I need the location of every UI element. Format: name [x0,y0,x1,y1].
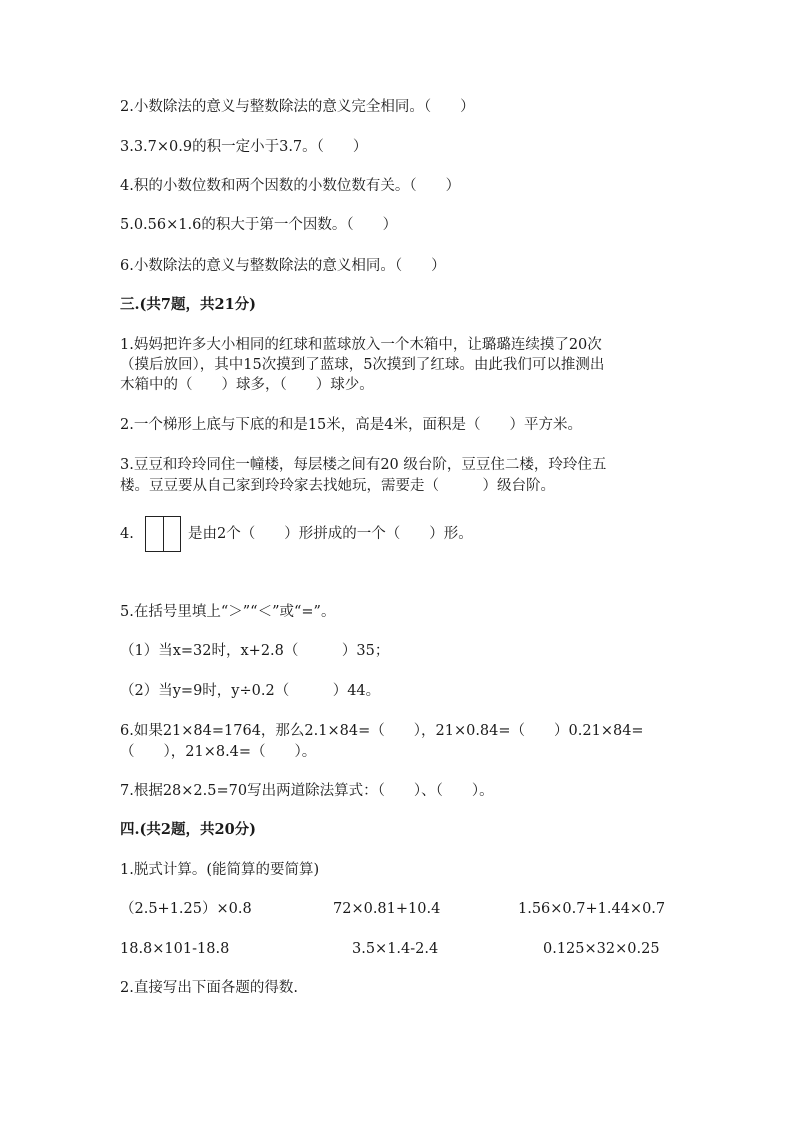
question-3-4-text: 是由2个（ ）形拼成的一个（ ）形。 [188,526,473,542]
question-2-2: 2.小数除法的意义与整数除法的意义完全相同。（ ） [120,99,475,115]
question-4-1: 1.脱式计算。(能简算的要简算) [120,862,320,878]
calc-expression: 1.56×0.7+1.44×0.7 [518,901,666,917]
question-2-4: 4.积的小数位数和两个因数的小数位数有关。（ ） [120,178,461,194]
calc-expression: 18.8×101-18.8 [120,941,230,957]
rectangle-figure [145,516,181,552]
question-3-4-number: 4. [120,526,134,542]
calc-expression: 0.125×32×0.25 [543,941,660,957]
question-3-5: 5.在括号里填上“＞”“＜”或“=”。 [120,604,336,620]
question-3-3-line-1: 3.豆豆和玲玲同住一幢楼，每层楼之间有20 级台阶，豆豆住二楼，玲玲住五 [120,457,607,473]
question-4-2: 2.直接写出下面各题的得数. [120,980,298,996]
question-2-5: 5.0.56×1.6的积大于第一个因数。（ ） [120,217,398,233]
section-3-heading: 三.(共7题，共21分) [120,296,257,313]
question-3-6-line-1: 6.如果21×84=1764，那么2.1×84=（ ），21×0.84=（ ）0.21×84= [120,723,644,739]
section-4-heading: 四.(共2题，共20分) [120,821,257,838]
calc-expression: 72×0.81+10.4 [333,901,441,917]
question-3-1-line-1: 1.妈妈把许多大小相同的红球和蓝球放入一个木箱中，让璐璐连续摸了20次 [120,337,602,353]
question-3-5-part-1: （1）当x=32时，x+2.8（ ）35； [120,643,390,659]
calc-expression: 3.5×1.4-2.4 [352,941,439,957]
question-3-6-line-2: （ ），21×8.4=（ ）。 [120,744,317,760]
question-3-7: 7.根据28×2.5=70写出两道除法算式：（ ）、（ ）。 [120,783,494,799]
question-3-3-line-2: 楼。豆豆要从自己家到玲玲家去找她玩，需要走（ ）级台阶。 [120,478,555,494]
question-3-5-part-2: （2）当y=9时，y÷0.2（ ）44。 [120,683,381,699]
question-3-2: 2.一个梯形上底与下底的和是15米，高是4米，面积是（ ）平方米。 [120,417,583,433]
calc-expression: （2.5+1.25）×0.8 [120,901,252,917]
question-2-3: 3.3.7×0.9的积一定小于3.7。（ ） [120,139,368,155]
question-3-1-line-2: （摸后放回），其中15次摸到了蓝球，5次摸到了红球。由此我们可以推测出 [120,357,605,373]
question-3-1-line-3: 木箱中的（ ）球多，（ ）球少。 [120,377,374,393]
question-2-6: 6.小数除法的意义与整数除法的意义相同。（ ） [120,258,446,274]
